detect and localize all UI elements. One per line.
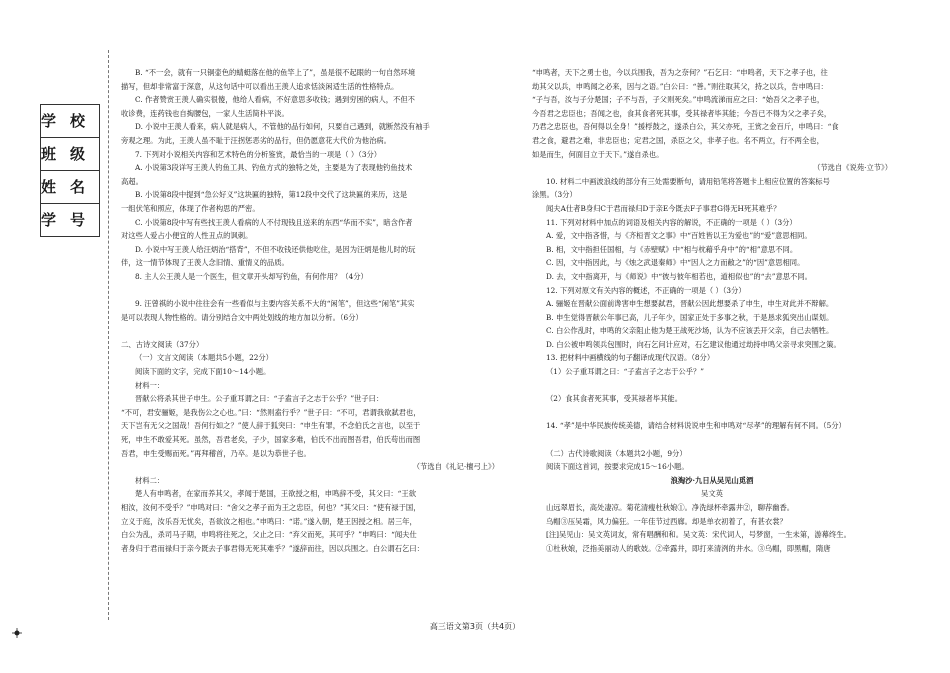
text-line: 阅读下面的文字，完成下面10～14小题。: [135, 367, 271, 377]
text-line: C. 因，文中指因此，与《烛之武退秦师》中“因人之力而敝之”的“因”意思相同。: [546, 258, 805, 268]
text-line: （一）文言文阅读（本题共5小题，22分）: [135, 353, 273, 363]
text-line: [121, 284, 499, 298]
text-line: “子与吾，汝与子分楚国；子不与吾，子父则死矣。”申鸣流涕而应之曰：“始吾父之孝子也，: [532, 95, 825, 105]
text-line: 11. 下列对材料中加点的词语及相关内容的解说，不正确的一项是（ ）（3分）: [546, 217, 797, 227]
text-line: ①杜秋娘，泛指美丽动人的歌妓。②牵露井，即打来清洌的井水。③乌帽，即黑帽，隋唐: [546, 543, 831, 553]
right-column: [532, 66, 892, 555]
text-line: D. 去，文中指离开，与《师说》中“彼与彼年相若也，道相似也”的“去”意思不同。: [546, 271, 812, 281]
text-line: 乃君之忠臣也，吾何得以全身！”援桴鼓之，遂杀白公，其父亦死，王赏之金百斤，申鸣曰：“食: [532, 122, 839, 132]
text-line: 对这些人爱占小便宜的人性丑点的讽刺。: [121, 231, 253, 241]
text-line: [532, 406, 892, 420]
text-line: [注]吴见山：吴文英词友，常有唱酬和和。吴文英：宋代词人，号梦窗，一生未第，游幕终生。: [546, 530, 851, 540]
text-line: （1）公子重耳谓之曰：“子盍言子之志于公乎？”: [546, 367, 705, 377]
text-line: 涂黑。（3分）: [532, 190, 577, 200]
text-line: B. 相，文中指担任国相，与《赤壁赋》中“相与枕藉乎舟中”的“相”意思不同。: [546, 244, 798, 254]
text-line: 劫其父以兵，申鸣闻之必来，因与之语。”白公曰：“善。”则往取其父，持之以兵，告申鸣曰：: [532, 81, 828, 91]
text-line: 死，申生不敢爱其死。虽然，吾君老矣，子少，国家多难，伯氏不出而图吾君，伯氏苟出而图: [121, 435, 421, 445]
text-line: 楚人有申鸣者，在家而养其父，孝闻于楚国，王欲授之相，申鸣辞不受，其父曰：“王欲: [135, 489, 417, 499]
text-line: 晋献公将杀其世子申生。公子重耳谓之曰：“子盍言子之志于公乎？”世子曰：: [135, 394, 384, 404]
text-line: 10. 材料二中画波浪线的部分有三处需要断句，请用铅笔将答题卡上相应位置的答案标号: [546, 176, 830, 186]
class-label: 班级: [40, 137, 100, 170]
text-line: 是可以表现人物性格的。请分别结合文中两处划线的地方加以分析。（6分）: [121, 312, 363, 322]
text-line: C. 小说第8段中写有些找王羡人看病的人不付现钱且送来的东西“华而不实”，暗含作者: [135, 217, 413, 227]
page-footer: 高三语文第3页（共4页）: [429, 622, 521, 631]
text-line: 乌帽③压吴霜，风力偏狂。一年佳节过西廊。却是单衣初着了，有甚衣裳？: [546, 516, 787, 526]
text-line: B. 小说第8段中提到“急公好义”这块匾的独特，第12段中交代了这块匾的来历，这是: [135, 190, 408, 200]
text-line: C. 作者赞赏王羡人确实很傻，他给人看病，不好意思多收钱；遇到穷困的病人，不但不: [135, 95, 415, 105]
student-id-label: 学号: [40, 203, 100, 237]
text-line: 13. 把材料中画横线的句子翻译成现代汉语。（8分）: [546, 353, 715, 363]
text-line: 描写，但却非常富于深意，从这句话中可以看出王羡人追求恬淡闲适生活的性格特点。: [121, 81, 399, 91]
text-line: “申鸣者，天下之勇士也，今以兵围我，吾为之奈何？”石乞曰：“申鸣者，天下之孝子也，往: [532, 68, 828, 77]
text-line: 吾君，申生受赐而死。”再拜稽首，乃卒。是以为恭世子也。: [121, 448, 311, 458]
text-line: 材料一：: [135, 380, 165, 390]
text-line: 君之食，避君之难，非忠臣也；定君之国，杀臣之父，非孝子也。名不两立，行不两全也，: [532, 135, 824, 145]
text-line: 天下岂有无父之国哉！吾何行如之？”使人辞于狐突曰：“申生有罪，不念伯氏之言也，以至于: [121, 421, 421, 431]
student-info-box: [40, 104, 100, 240]
text-line: A. 骊姬在晋献公面前谗害申生想要弑君，晋献公因此想要杀了申生，申生对此并不辩解。: [546, 299, 834, 309]
left-column: [121, 66, 499, 555]
text-line: 阅读下面这首词，按要求完成15～16小题。: [546, 462, 689, 472]
text-line: 9. 汪曾祺的小说中往往会有一些看似与主要内容关系不大的“闲笔”，但这些“闲笔”其实: [135, 299, 415, 309]
text-line: D. 小说中王羡人看来，病人就是病人，不管他的品行如何，只要自己遇到，就断然没有袖手: [135, 122, 430, 132]
text-line: 吴文英: [701, 489, 723, 499]
school-label: 学校: [40, 104, 100, 137]
text-line: 一组伏笔和照应，体现了作者构思的严密。: [121, 203, 260, 213]
text-line: （2）食其食者死其事，受其禄者毕其能。: [546, 394, 682, 404]
text-line: 相汝，汝何不受乎？”申鸣对曰：“舍父之孝子而为王之忠臣，何也？”其父曰：“使有禄于国，: [121, 503, 421, 512]
text-line: D. 白公被申鸣领兵包围时，向石乞问计应对，石乞建议他通过劫持申鸣父亲寻求突围之策。: [546, 339, 841, 349]
text-line: B. 申生觉得晋献公年事已高，儿子年少，国家正处于多事之秋，于是恳求狐突出山谋划。: [546, 312, 834, 322]
text-line: [532, 379, 892, 393]
text-line: 14. “孝”是中华民族传统美德，请结合材料说说申生和申鸣对“尽孝”的理解有何不同。（5分）: [546, 421, 846, 431]
text-line: （节选自《礼记·檀弓上》）: [412, 462, 499, 472]
text-line: 者身归于君而禄归于亲今既去子事君得无死其难乎？”遂辞而往，因以兵围之。白公谓石乞曰：: [121, 543, 424, 553]
text-line: 高超。: [121, 176, 143, 186]
text-line: 白公为乱，杀司马子期，申鸣将往死之，父止之曰：“弃父而死，其可乎？”申鸣曰：“闻夫仕: [121, 530, 417, 540]
text-line: B. “不一会，就有一只铜壶色的蜻蜓落在他的鱼竿上了”，虽是很不起眼的一句自然环境: [135, 68, 416, 77]
text-line: 收诊费，连药钱也自掏腰包，一家人生活简朴平淡。: [121, 108, 289, 118]
text-line: [532, 433, 892, 447]
text-line: 伴，这一情节体现了王羡人念旧情、重情义的品质。: [121, 258, 289, 268]
text-line: 今吾君之忠臣也；吾闻之也，食其食者死其事，受其禄者毕其能；今吾已不得为父之孝子矣，: [532, 108, 832, 118]
text-line: [121, 324, 499, 338]
text-line: 旁观之理。为此，王羡人虽不耻于汪拐惩恶劣的品行，但仍愿意花大代价为他治病。: [121, 135, 391, 145]
text-line: 山远翠眉长，高处凄凉。菊花清瘦杜秋娘①。净洗绿杯牵露井②，聊荐幽香。: [546, 503, 795, 512]
text-line: 二、古诗文阅读（37分）: [121, 339, 204, 349]
registration-mark-icon: [12, 628, 22, 638]
name-label: 姓名: [40, 170, 100, 203]
text-line: C. 白公作乱时，申鸣的父亲阻止他为楚王战死沙场，认为不应该丢开父亲，自己去牺牲。: [546, 326, 834, 336]
text-line: “不可，君安骊姬，是我伤公之心也。”曰：“然则盍行乎？”世子曰：“不可，君谓我欲弑君也，: [121, 407, 421, 417]
text-line: 7. 下列对小说相关内容和艺术特色的分析鉴赏，最恰当的一项是（ ）（3分）: [135, 149, 382, 159]
text-line: A. 爱，文中指吝惜，与《齐桓晋文之事》中“百姓皆以王为爱也”的“爱”意思相同。: [546, 231, 812, 241]
text-line: 8. 主人公王羡人是一个医生，但文章开头却写钓鱼，有何作用？（4分）: [135, 271, 368, 281]
text-line: （二）古代诗歌阅读（本题共2小题，9分）: [546, 448, 687, 458]
text-line: 材料二：: [135, 475, 165, 485]
binding-line: [108, 50, 109, 620]
text-line: （节选自《说苑·立节》）: [813, 163, 892, 173]
text-line: 浪淘沙·九日从吴见山觅酒: [670, 475, 754, 485]
text-line: A. 小说第3段详写王羡人钓鱼工具、钓鱼方式的独特之处，主要是为了表现他钓鱼技术: [135, 163, 413, 173]
text-line: 立义于庭，汝乐吾无忧矣，吾欲汝之相也。”申鸣曰：“诺。”遂入朝，楚王因授之相。居三年，: [121, 516, 417, 526]
text-line: D. 小说中写王羡人给汪炳治“搭背”，不但不收钱还供他吃住，是因为汪炳是他儿时的玩: [135, 244, 416, 254]
text-line: 如是而生，何面目立于天下。”遂自杀也。: [532, 149, 664, 159]
text-line: 12. 下列对原文有关内容的概述，不正确的一项是（ ）（3分）: [546, 285, 746, 295]
text-line: 闻夫A仕者B身归C于君而禄归D于亲E今既去F子事君G得无H死其难乎？: [546, 203, 781, 213]
